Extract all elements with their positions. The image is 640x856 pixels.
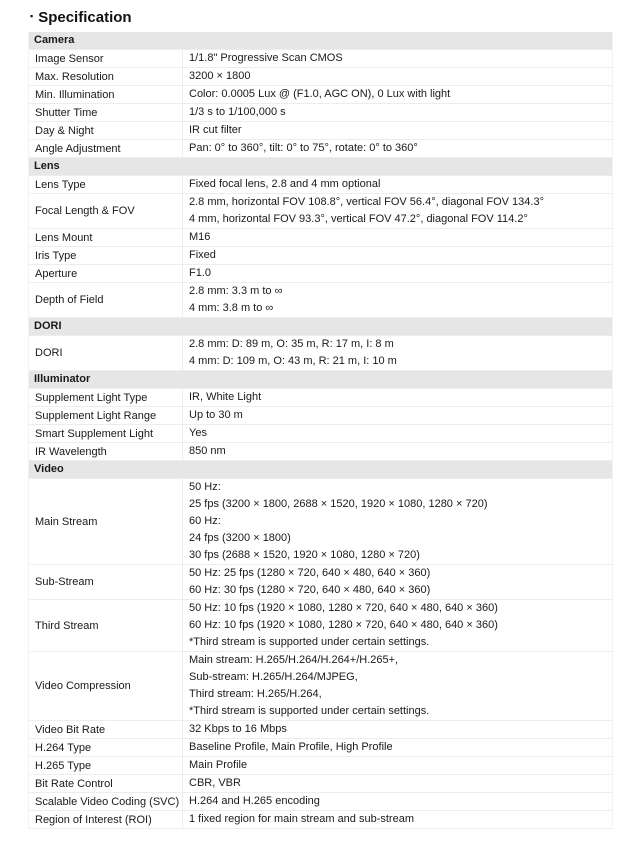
spec-label: H.264 Type <box>29 739 183 756</box>
section-header-illuminator: Illuminator <box>29 371 612 389</box>
spec-value <box>183 425 612 442</box>
spec-value <box>183 283 612 317</box>
spec-label: Video Compression <box>29 652 183 720</box>
specification-table <box>28 32 613 829</box>
spec-value <box>183 229 612 246</box>
spec-value-line: 2.8 mm: D: 89 m, O: 35 m, R: 17 m, I: 8 m <box>189 338 394 350</box>
spec-value <box>183 336 612 370</box>
spec-label: Iris Type <box>29 247 183 264</box>
spec-value-line: Pan: 0° to 360°, tilt: 0° to 75°, rotate: 0° to 360° <box>189 142 418 154</box>
spec-label: Third Stream <box>29 600 183 651</box>
spec-row <box>29 443 612 461</box>
spec-label: Supplement Light Type <box>29 389 183 406</box>
spec-row <box>29 565 612 600</box>
spec-value <box>183 600 612 651</box>
spec-label: Supplement Light Range <box>29 407 183 424</box>
spec-label: Angle Adjustment <box>29 140 183 157</box>
spec-value-line: 3200 × 1800 <box>189 70 251 82</box>
title-bullet-icon: ▪ <box>30 11 34 21</box>
spec-value-line: IR, White Light <box>189 391 262 403</box>
spec-value <box>183 247 612 264</box>
spec-value <box>183 775 612 792</box>
spec-value-line: 4 mm: 3.8 m to ∞ <box>189 302 274 314</box>
spec-value-line: 1/3 s to 1/100,000 s <box>189 106 286 118</box>
spec-value-line: Sub-stream: H.265/H.264/MJPEG, <box>189 671 358 683</box>
spec-row <box>29 793 612 811</box>
spec-label: Focal Length & FOV <box>29 194 183 228</box>
spec-value-line: 30 fps (2688 × 1520, 1920 × 1080, 1280 × 720) <box>189 549 420 561</box>
spec-label: Aperture <box>29 265 183 282</box>
spec-value <box>183 265 612 282</box>
spec-row <box>29 283 612 318</box>
spec-value-line: *Third stream is supported under certain settings. <box>189 636 430 648</box>
spec-value-line: 850 nm <box>189 445 226 457</box>
spec-value <box>183 443 612 460</box>
spec-row <box>29 425 612 443</box>
spec-value-line: CBR, VBR <box>189 777 241 789</box>
spec-label: IR Wavelength <box>29 443 183 460</box>
spec-row <box>29 652 612 721</box>
spec-label: Smart Supplement Light <box>29 425 183 442</box>
spec-value <box>183 50 612 67</box>
spec-row <box>29 86 612 104</box>
spec-value <box>183 176 612 193</box>
spec-row <box>29 479 612 565</box>
spec-row <box>29 389 612 407</box>
spec-value-line: 50 Hz: 10 fps (1920 × 1080, 1280 × 720, 640 × 480, 640 × 360) <box>189 602 498 614</box>
spec-value <box>183 104 612 121</box>
spec-value-line: Third stream: H.265/H.264, <box>189 688 322 700</box>
spec-row <box>29 50 612 68</box>
spec-row <box>29 775 612 793</box>
spec-value-line: Yes <box>189 427 207 439</box>
spec-value-line: 60 Hz: 30 fps (1280 × 720, 640 × 480, 640 × 360) <box>189 584 431 596</box>
spec-value-line: 1 fixed region for main stream and sub-stream <box>189 813 414 825</box>
spec-value <box>183 140 612 157</box>
section-header-camera: Camera <box>29 32 612 50</box>
spec-label: Region of Interest (ROI) <box>29 811 183 828</box>
spec-row <box>29 122 612 140</box>
spec-value <box>183 194 612 228</box>
spec-label: Video Bit Rate <box>29 721 183 738</box>
spec-value-line: 25 fps (3200 × 1800, 2688 × 1520, 1920 × 1080, 1280 × 720) <box>189 498 488 510</box>
spec-value-line: Up to 30 m <box>189 409 243 421</box>
spec-value <box>183 652 612 720</box>
spec-label: Min. Illumination <box>29 86 183 103</box>
spec-value-line: Fixed <box>189 249 216 261</box>
spec-value <box>183 389 612 406</box>
spec-row <box>29 739 612 757</box>
spec-label: Main Stream <box>29 479 183 564</box>
spec-value-line: 1/1.8" Progressive Scan CMOS <box>189 52 343 64</box>
spec-value-line: 4 mm, horizontal FOV 93.3°, vertical FOV 47.2°, diagonal FOV 114.2° <box>189 213 528 225</box>
spec-row <box>29 194 612 229</box>
spec-label: Lens Mount <box>29 229 183 246</box>
spec-value-line: 24 fps (3200 × 1800) <box>189 532 291 544</box>
spec-value <box>183 757 612 774</box>
spec-label: Shutter Time <box>29 104 183 121</box>
spec-row <box>29 68 612 86</box>
spec-row <box>29 721 612 739</box>
section-header-video: Video <box>29 461 612 479</box>
spec-row <box>29 811 612 829</box>
spec-label: Bit Rate Control <box>29 775 183 792</box>
spec-value-line: 4 mm: D: 109 m, O: 43 m, R: 21 m, I: 10 m <box>189 355 397 367</box>
spec-value-line: Fixed focal lens, 2.8 and 4 mm optional <box>189 178 381 190</box>
spec-label: Depth of Field <box>29 283 183 317</box>
spec-value-line: F1.0 <box>189 267 212 279</box>
spec-value-line: 2.8 mm, horizontal FOV 108.8°, vertical FOV 56.4°, diagonal FOV 134.3° <box>189 196 544 208</box>
spec-row <box>29 176 612 194</box>
spec-value <box>183 479 612 564</box>
spec-label: Image Sensor <box>29 50 183 67</box>
spec-label: Day & Night <box>29 122 183 139</box>
spec-value-line: 50 Hz: 25 fps (1280 × 720, 640 × 480, 640 × 360) <box>189 567 431 579</box>
spec-row <box>29 600 612 652</box>
spec-value <box>183 86 612 103</box>
spec-value-line: Baseline Profile, Main Profile, High Profile <box>189 741 393 753</box>
spec-row <box>29 336 612 371</box>
page-title-text: Specification <box>38 9 132 26</box>
spec-row <box>29 247 612 265</box>
spec-row <box>29 104 612 122</box>
spec-row <box>29 140 612 158</box>
spec-label: H.265 Type <box>29 757 183 774</box>
spec-value-line: Color: 0.0005 Lux @ (F1.0, AGC ON), 0 Lux with light <box>189 88 451 100</box>
page-title <box>30 9 132 26</box>
spec-value <box>183 407 612 424</box>
spec-label: Lens Type <box>29 176 183 193</box>
spec-value <box>183 793 612 810</box>
section-header-lens: Lens <box>29 158 612 176</box>
spec-value-line: H.264 and H.265 encoding <box>189 795 320 807</box>
spec-value <box>183 721 612 738</box>
spec-row <box>29 265 612 283</box>
spec-row <box>29 757 612 775</box>
spec-value-line: 60 Hz: <box>189 515 221 527</box>
spec-label: Max. Resolution <box>29 68 183 85</box>
spec-value-line: M16 <box>189 231 211 243</box>
spec-label: Sub-Stream <box>29 565 183 599</box>
spec-value <box>183 811 612 828</box>
spec-label: DORI <box>29 336 183 370</box>
spec-value <box>183 122 612 139</box>
spec-value-line: Main stream: H.265/H.264/H.264+/H.265+, <box>189 654 399 666</box>
spec-row <box>29 229 612 247</box>
spec-value <box>183 565 612 599</box>
spec-value-line: Main Profile <box>189 759 248 771</box>
spec-value-line: 50 Hz: <box>189 481 221 493</box>
spec-value-line: 32 Kbps to 16 Mbps <box>189 723 287 735</box>
spec-label: Scalable Video Coding (SVC) <box>29 793 183 810</box>
spec-row <box>29 407 612 425</box>
spec-value-line: *Third stream is supported under certain settings. <box>189 705 430 717</box>
spec-value <box>183 68 612 85</box>
spec-value-line: 60 Hz: 10 fps (1920 × 1080, 1280 × 720, 640 × 480, 640 × 360) <box>189 619 498 631</box>
spec-value-line: IR cut filter <box>189 124 242 136</box>
spec-value-line: 2.8 mm: 3.3 m to ∞ <box>189 285 283 297</box>
spec-value <box>183 739 612 756</box>
section-header-dori: DORI <box>29 318 612 336</box>
